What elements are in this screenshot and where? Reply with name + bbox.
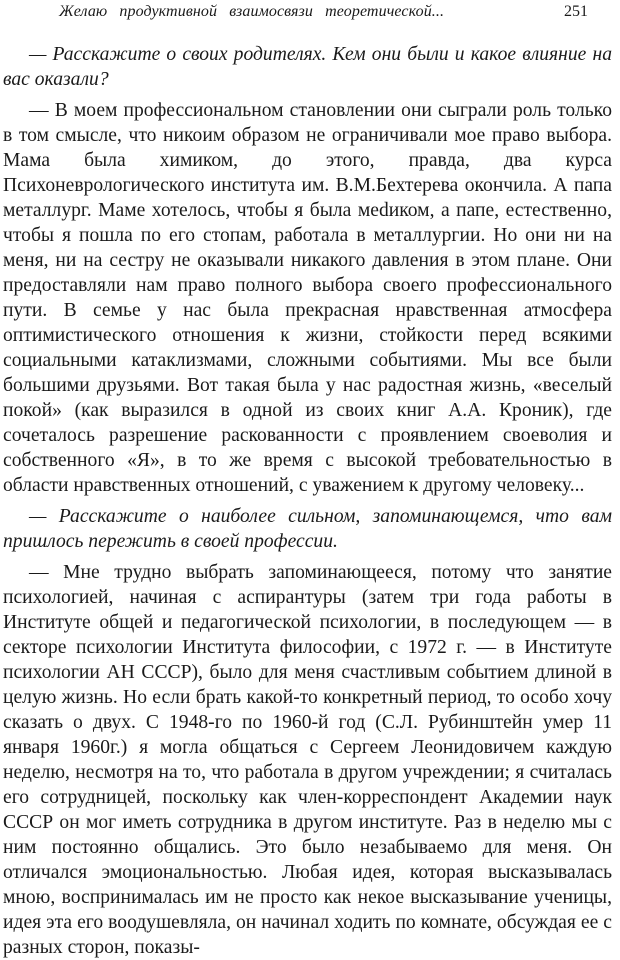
interview-question: — Расскажите о своих родителях. Кем они были и какое влияние на вас оказали?: [3, 44, 612, 90]
interview-answer: — Мне трудно выбрать запоминающееся, потому что занятие психологией, начиная с аспирантуры (затем три года работы в Институте общей и педагогической психологии, в последующем — в секторе психологии Института философии, с 1972 г. — в Институте психологии АН СССР), было для меня счастливым событием длиной в целую жизнь. Но если брать какой-то конкретный период, то особо хочу сказать о двух. С 1948-го по 1960-й год (С.Л. Рубинштейн умер 11 января 1960г.) я могла общаться с Сергеем Леонидовичем каждую неделю, несмотря на то, что работала в другом учреждении; я считалась его сотрудницей, поскольку как член-корреспондент Академии наук СССР он мог иметь сотрудника в другом институте. Раз в неделю мы с ним постоянно общались. Это было незабываемо для меня. Он отличался эмоциональностью. Любая идея, которая высказывалась мною, воспринималась им не просто как некое высказывание ученицы, идея эта его воодушевляла, он начинал ходить по комнате, обсуждая ее с разных сторон, показы-: [3, 562, 612, 958]
interview-answer: — В моем профессиональном становлении они сыграли роль только в том смысле, что никоим образом не ограничивали мое право выбора. Мама была химиком, до этого, правда, два курса Психоневрологического института им. В.М.Бехтерева окончила. А папа металлург. Маме хотелось, чтобы я была меdиком, а папе, естественно, чтобы я пошла по его стопам, работала в металлургии. Но они ни на меня, ни на сестру не оказывали никакого давления в этом плане. Они предоставляли нам право полного выбора своего профессионального пути. В семье у нас была прекрасная нравственная атмосфера оптимистического отношения к жизни, стойкости перед всякими социальными катаклизмами, сложными событиями. Мы все были большими друзьями. Вот такая была у нас радостная жизнь, «веселый покой» (как выразился в одной из своих книг А.А. Кроник), где сочеталось разрешение раскованности с проявлением своеволия и собственного «Я», в то же время с высокой требовательностью в области нравственных отношений, с уважением к другому человеку...: [3, 100, 612, 496]
page-text: [3, 42, 612, 960]
page-number: 251: [564, 3, 588, 20]
running-title: Желаю продуктивной взаимосвязи теоретической...: [59, 3, 445, 20]
interview-question: — Расскажите о наиболее сильном, запоминающемся, что вам пришлось пережить в своей профессии.: [3, 506, 612, 552]
running-header: [3, 0, 612, 34]
